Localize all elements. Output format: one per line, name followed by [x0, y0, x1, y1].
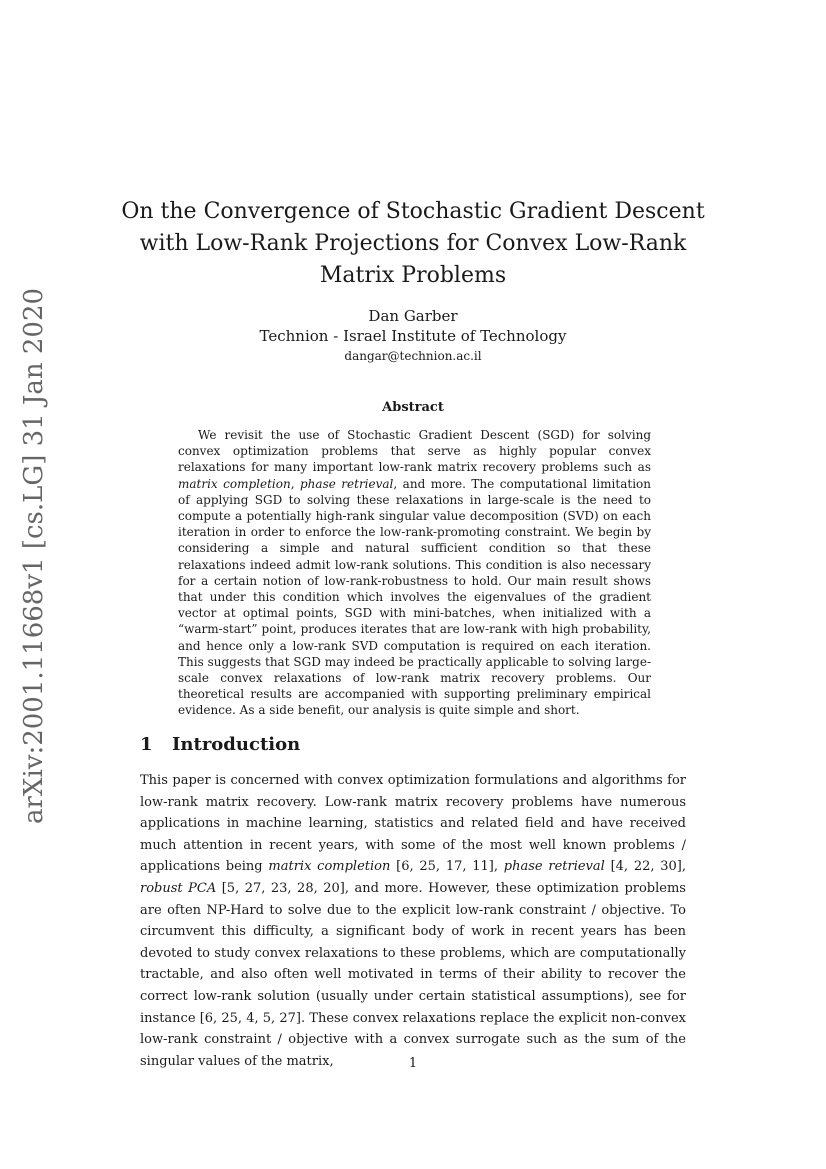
section-number: 1: [140, 734, 153, 755]
intro-term: phase retrieval: [503, 859, 605, 875]
abstract-heading: Abstract: [382, 400, 444, 415]
author-affiliation: Technion - Israel Institute of Technology: [259, 327, 567, 345]
abstract-term: matrix completion: [178, 476, 291, 491]
intro-text: [4, 22, 30],: [604, 859, 687, 875]
abstract-text: , and more. The computational limitation of applying SGD to solving these relaxations in large-scale is the need to compute a potentially high-rank singular value decomposition (SVD) on each iteration in order to enforce the low-rank-promoting constraint. We begin by considering a simple and natural sufficient condition so that these relaxations indeed admit low-rank solutions. This condition is also necessary for a certain notion of low-rank-robustness to hold. Our main result shows that under this condition which involves the eigenvalues of the gradient vector at optimal points, SGD with mini-batches, when initialized with a “warm-start” point, produces iterates that are low-rank with high probability, and hence only a low-rank SVD computation is required on each iteration. This suggests that SGD may indeed be practically applicable to solving large-scale convex relaxations of low-rank matrix recovery problems. Our theoretical results are accompanied with supporting preliminary empirical evidence. As a side benefit, our analysis is quite simple and short.: [178, 476, 651, 718]
arxiv-identifier: arXiv:2001.11668v1 [cs.LG] 31 Jan 2020: [19, 287, 49, 824]
section-title: Introduction: [172, 734, 301, 755]
intro-term: robust PCA: [140, 880, 217, 896]
intro-term: matrix completion: [268, 859, 391, 875]
section-heading-introduction: [140, 734, 300, 755]
intro-text: [6, 25, 17, 11],: [390, 859, 504, 875]
author-block: [180, 306, 646, 366]
abstract-text: We revisit the use of Stochastic Gradient Descent (SGD) for solving convex optimization problems that serve as highly popular convex relaxations for many important low-rank matrix recovery problems such as: [178, 428, 651, 475]
intro-text: [5, 27, 23, 28, 20], and more. However, these optimization problems are often NP-Hard to solve due to the explicit low-rank constraint / objective. To circumvent this difficulty, a significant body of work in recent years has been devoted to study convex relaxations to these problems, which are computationally tractable, and also often well motivated in terms of their ability to recover the correct low-rank solution (usually under certain statistical assumptions), see for instance [6, 25, 4, 5, 27]. These convex relaxations replace the explicit non-convex low-rank constraint / objective with a convex surrogate such as the sum of the singular values of the matrix,: [140, 880, 686, 1069]
paper-title: On the Convergence of Stochastic Gradient Descent with Low-Rank Projections for Convex Low-Rank Matrix Problems: [121, 199, 705, 288]
abstract-text: ,: [290, 476, 300, 491]
introduction-paragraph: [140, 770, 686, 1072]
author-name: Dan Garber: [368, 307, 458, 325]
intro-text: This paper is concerned with convex optimization formulations and algorithms for low-rank matrix recovery. Low-rank matrix recovery problems have numerous applications in machine learning, statistics and related field and have received much attention in recent years, with some of the most well known problems / applications being: [140, 773, 686, 875]
author-email: dangar@technion.ac.il: [344, 349, 482, 363]
abstract-body: [178, 427, 651, 719]
abstract-term: phase retrieval: [300, 476, 394, 491]
page-number: 1: [408, 1056, 418, 1071]
